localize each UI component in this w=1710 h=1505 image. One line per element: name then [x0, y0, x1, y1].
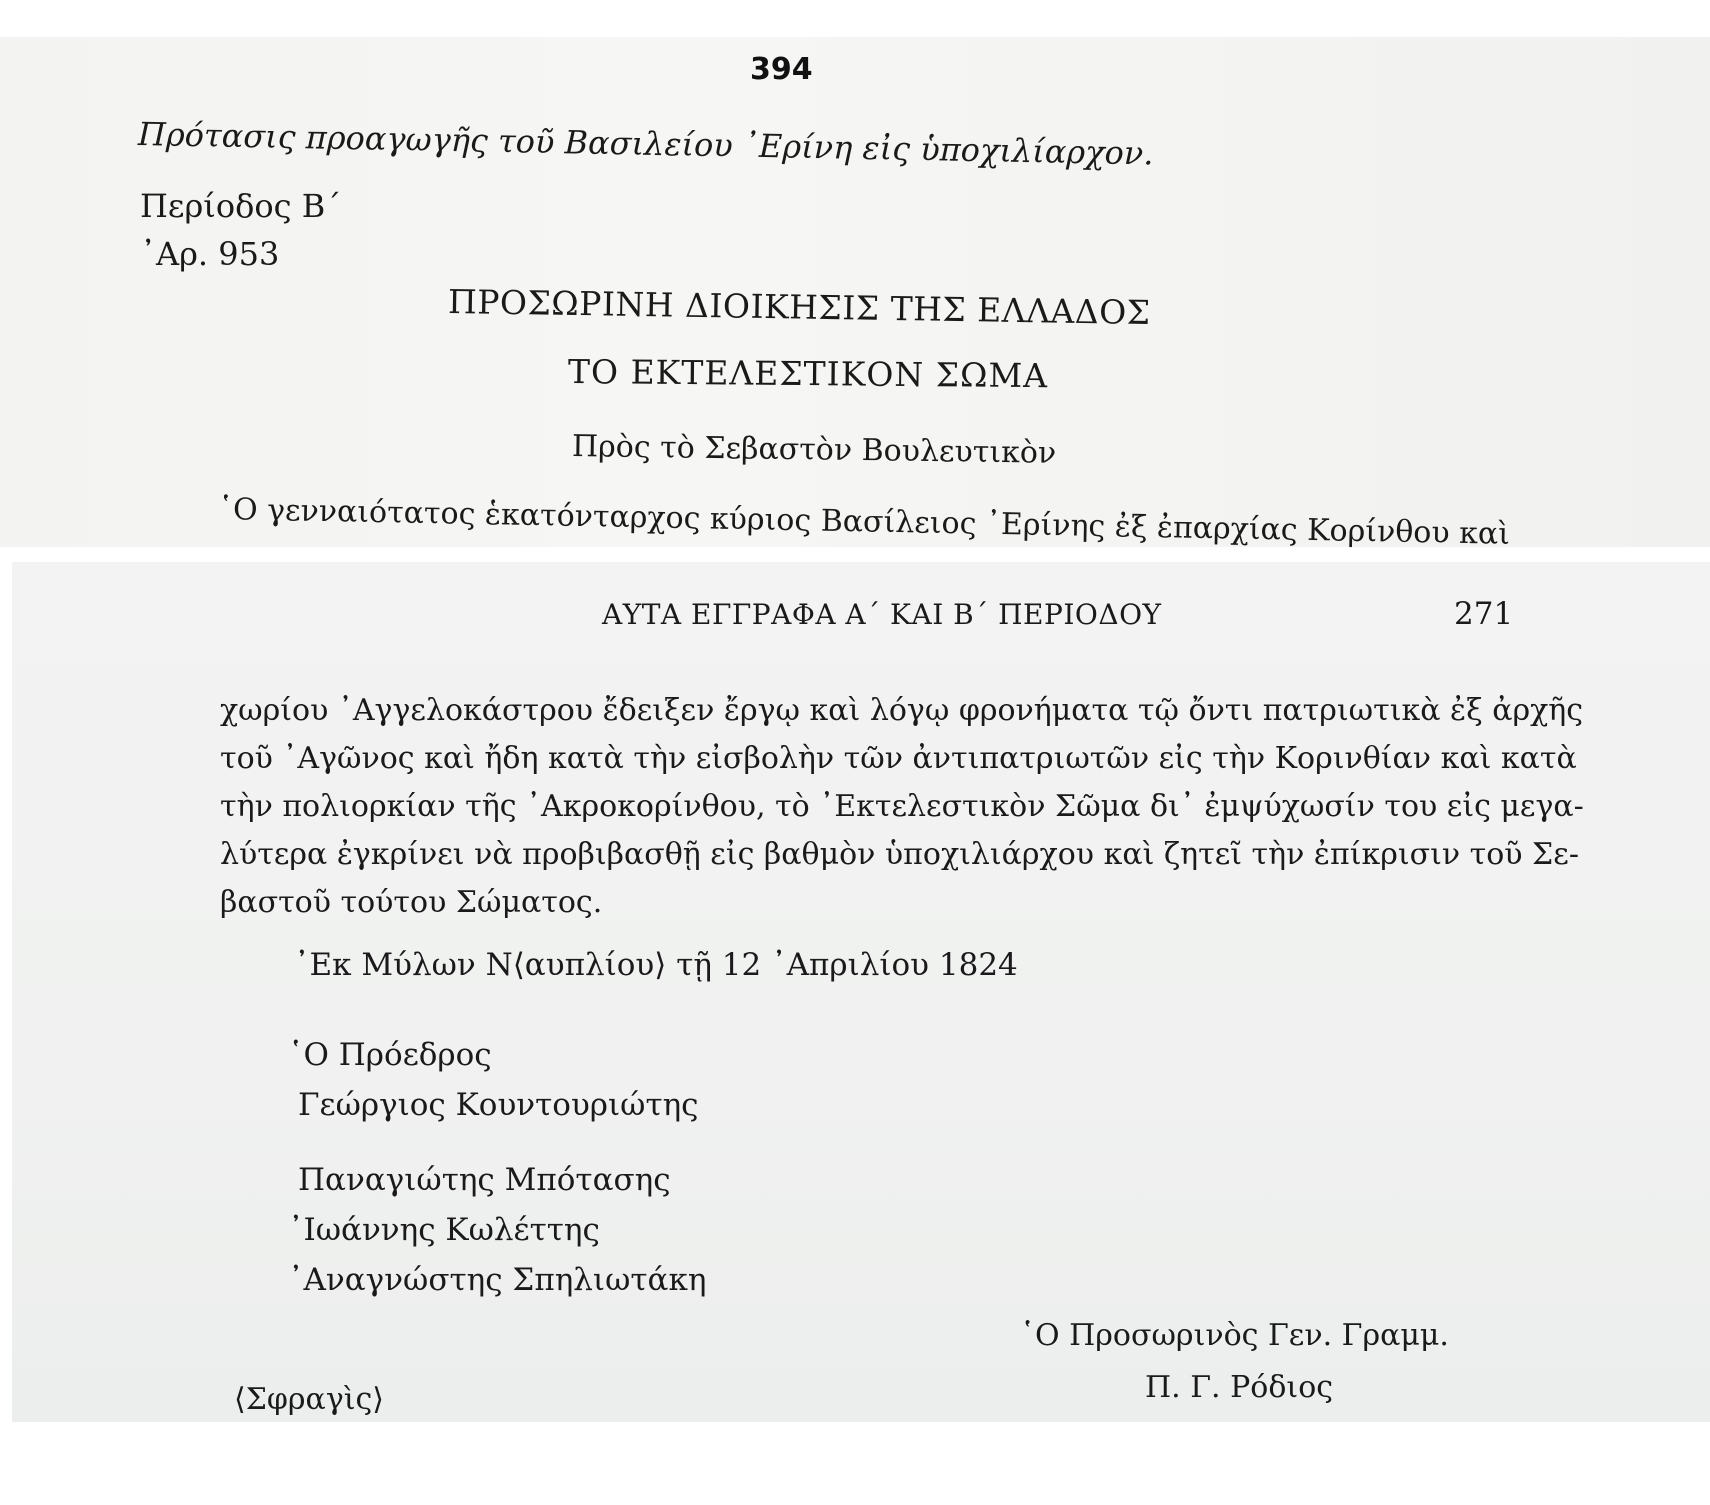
body-line: λύτερα ἐγκρίνει νὰ προβιβασθῇ εἰς βαθμὸν ὑποχιλιάρχου καὶ ζητεῖ τὴν ἐπίκρισιν τοῦ Σε- [220, 837, 1579, 872]
president-title: ῾Ο Πρόεδρος [288, 1037, 492, 1073]
executive-body-heading: ΤΟ ΕΚΤΕΛΕΣΤΙΚΟΝ ΣΩΜΑ [567, 352, 1049, 396]
body-line: τὴν πολιορκίαν τῆς ᾿Ακροκορίνθου, τὸ ᾿Εκτελεστικὸν Σῶμα δι᾿ ἐμψύχωσίν του εἰς μεγα- [220, 789, 1584, 824]
page-number: 394 [750, 52, 813, 87]
body-paragraph [220, 687, 1584, 927]
place-date-line: ᾿Εκ Μύλων Ν⟨αυπλίου⟩ τῇ 12 ᾿Απριλίου 1824 [294, 947, 1018, 983]
document-page-271 [12, 562, 1710, 1422]
document-page-394 [0, 37, 1710, 552]
body-line: χωρίου ᾿Αγγελοκάστρου ἔδειξεν ἔργῳ καὶ λόγῳ φρονήματα τῷ ὄντι πατριωτικὰ ἐξ ἀρχῆς [220, 693, 1584, 728]
proposal-title: Πρότασις προαγωγῆς τοῦ Βασιλείου ᾿Ερίνη εἰς ὑποχιλίαρχον. [137, 115, 1154, 173]
seal-label: ⟨Σφραγὶς⟩ [234, 1382, 385, 1417]
member-name: ᾿Αναγνώστης Σπηλιωτάκη [288, 1262, 707, 1298]
secretary-name: Π. Γ. Ρόδιος [1145, 1370, 1334, 1405]
member-name: Παναγιώτης Μπότασης [298, 1162, 671, 1198]
signatories [288, 1037, 706, 1312]
member-name: ᾿Ιωάννης Κωλέττης [288, 1212, 600, 1248]
running-head: ΑΥΤΑ ΕΓΓΡΑΦΑ Α΄ ΚΑΙ Β΄ ΠΕΡΙΟΔΟΥ [602, 598, 1162, 631]
addressee-line: Πρὸς τὸ Σεβαστὸν Βουλευτικὸν [571, 429, 1057, 471]
government-heading: ΠΡΟΣΩΡΙΝΗ ΔΙΟΙΚΗΣΙΣ ΤΗΣ ΕΛΛΑΔΟΣ [447, 282, 1151, 333]
president-name: Γεώργιος Κουντουριώτης [298, 1087, 699, 1123]
body-line: βαστοῦ τούτου Σώματος. [220, 885, 603, 920]
secretary-title: ῾Ο Προσωρινὸς Γεν. Γραμμ. [1020, 1318, 1449, 1353]
body-line: τοῦ ᾿Αγῶνος καὶ ἤδη κατὰ τὴν εἰσβολὴν τῶν ἀντιπατριωτῶν εἰς τὴν Κορινθίαν καὶ κατὰ [220, 741, 1577, 776]
page-number: 271 [1454, 596, 1514, 632]
document-number: ᾿Αρ. 953 [140, 235, 280, 273]
period-label: Περίοδος Β΄ [140, 187, 342, 225]
opening-line: ῾Ο γενναιότατος ἑκατόνταρχος κύριος Βασίλειος ᾿Ερίνης ἐξ ἐπαρχίας Κορίνθου καὶ [217, 492, 1511, 552]
